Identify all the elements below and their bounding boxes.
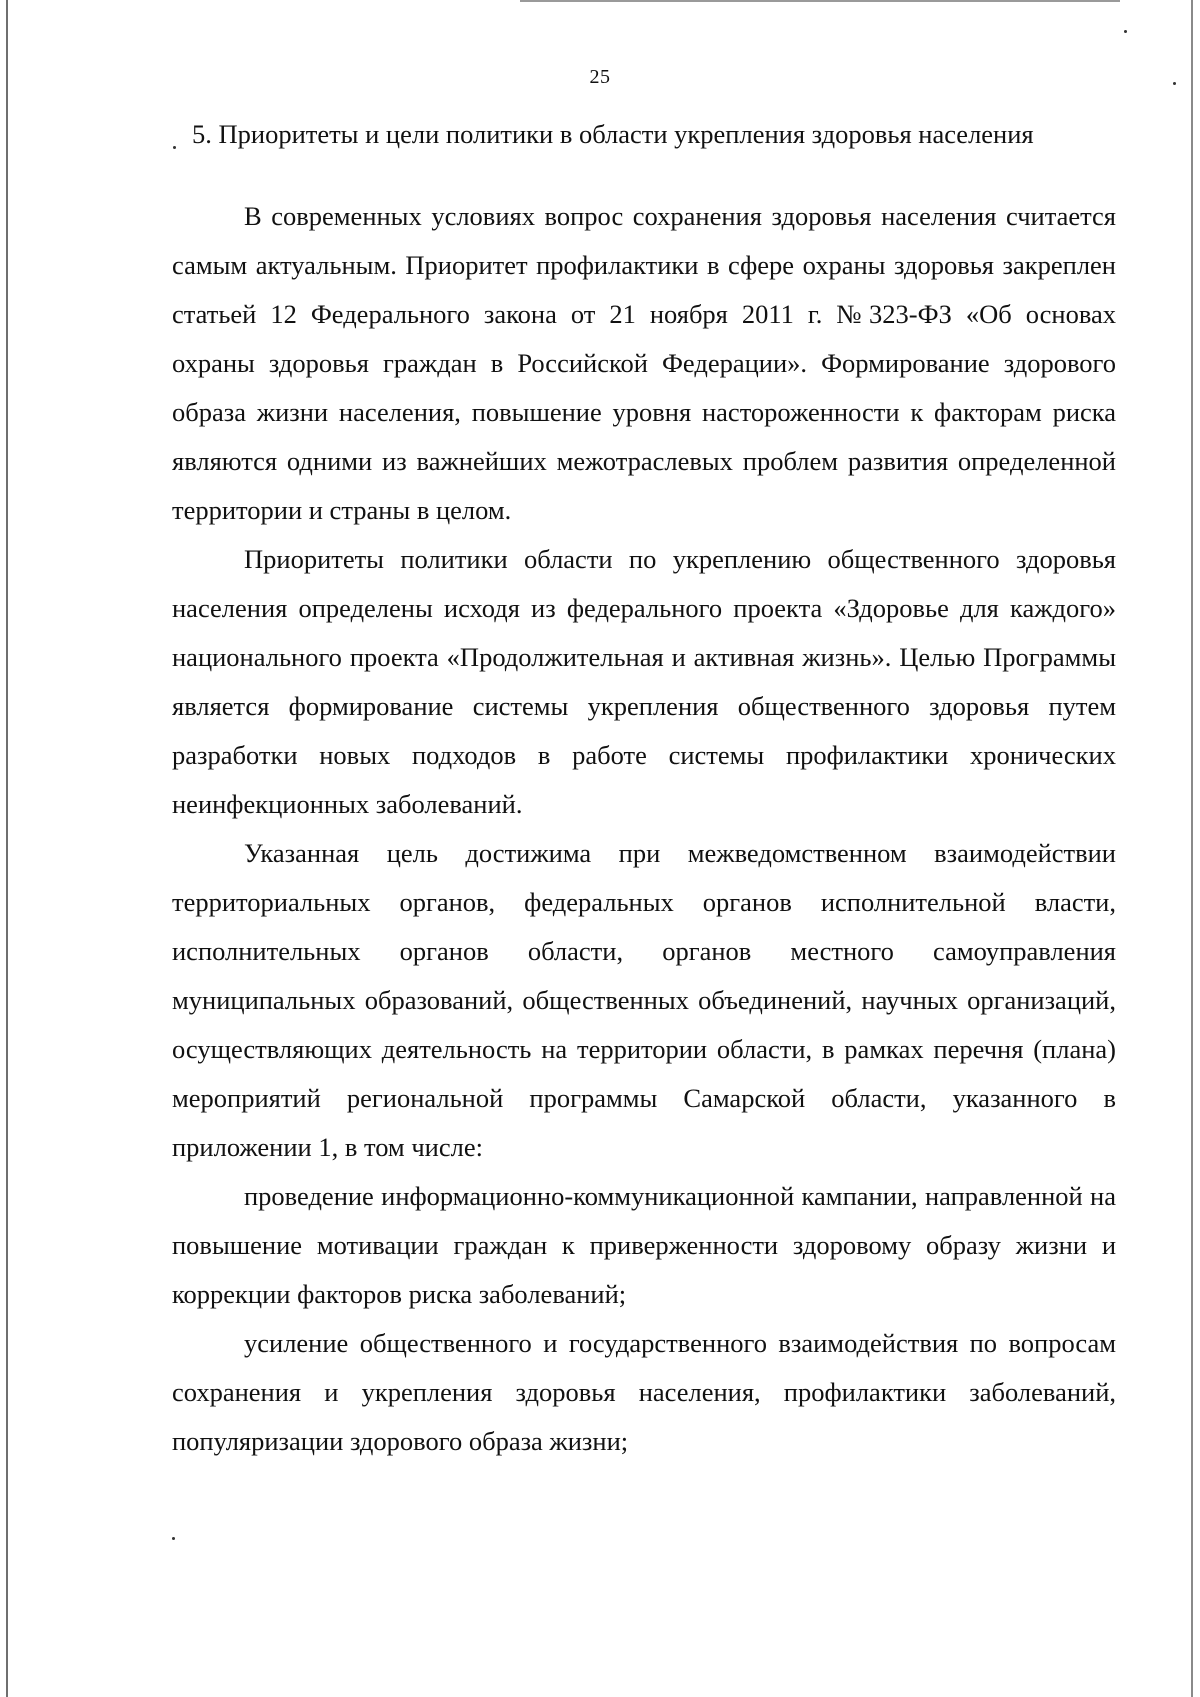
document-body xyxy=(172,114,1116,1466)
page-number: 25 xyxy=(589,66,611,88)
paragraph-info-campaign: проведение информационно-коммуникационной кампании, направленной на повышение мотивации граждан к приверженности здоровому образу жизни и коррекции факторов риска заболеваний; xyxy=(172,1181,1116,1309)
scan-speck xyxy=(172,1537,175,1540)
paragraph-interagency-goal: Указанная цель достижима при межведомственном взаимодействии территориальных органов, федеральных органов исполнительной власти, исполнительных органов области, органов местного самоуправления муниципальных образований, общественных объединений, научных организаций, осуществляющих деятельность на территории области, в рамках перечня (плана) мероприятий региональной программы Самарской области, указанного в приложении 1, в том числе: xyxy=(172,838,1116,1162)
paragraph-public-interaction: усиление общественного и государственного взаимодействия по вопросам сохранения и укрепления здоровья населения, профилактики заболеваний, популяризации здорового образа жизни; xyxy=(172,1328,1116,1456)
scan-border-top xyxy=(520,0,1120,2)
scan-border-left xyxy=(6,0,8,1697)
section-heading: 5. Приоритеты и цели политики в области укрепления здоровья населения xyxy=(192,119,1034,149)
paragraph-policy-priorities: Приоритеты политики области по укреплению общественного здоровья населения определены исходя из федерального проекта «Здоровье для каждого» национального проекта «Продолжительная и активная жизнь». Целью Программы является формирование системы укрепления общественного здоровья путем разработки новых подходов в работе системы профилактики хронических неинфекционных заболеваний. xyxy=(172,544,1116,819)
scan-border-right xyxy=(1191,0,1193,1697)
paragraph-health-priority: В современных условиях вопрос сохранения здоровья населения считается самым актуальным. Приоритет профилактики в сфере охраны здоровья закреплен статьей 12 Федерального закона от 21 ноября 2011 г. №323-ФЗ «Об основах охраны здоровья граждан в Российской Федерации». Формирование здорового образа жизни населения, повышение уровня настороженности к факторам риска являются одними из важнейших межотраслевых проблем развития определенной территории и страны в целом. xyxy=(172,201,1116,525)
scan-speck xyxy=(1124,30,1127,33)
